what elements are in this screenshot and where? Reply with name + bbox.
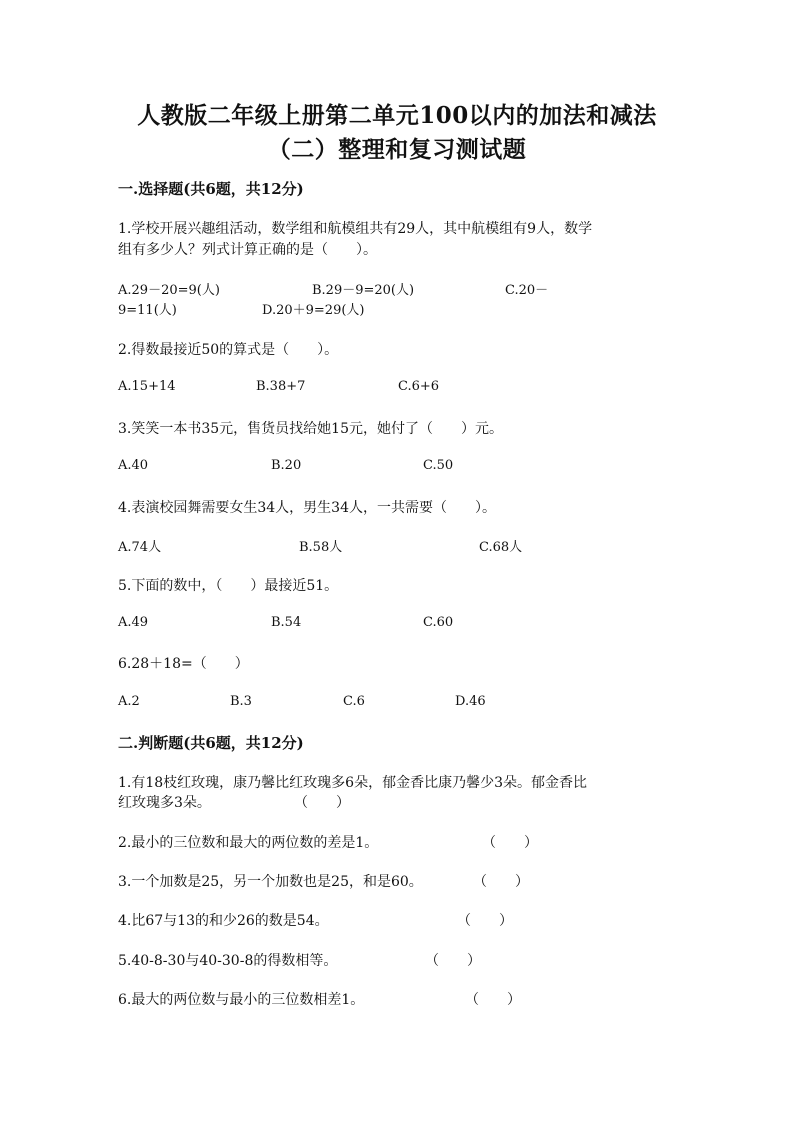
page-subtitle: （二）整理和复习测试题 xyxy=(267,136,527,163)
option-a: A.49 xyxy=(118,615,149,630)
answer-blank: （ ） xyxy=(294,795,350,811)
option-b: B.38+7 xyxy=(256,379,306,394)
option-c-continued: 9=11(人) xyxy=(118,303,177,318)
option-c: C.68人 xyxy=(479,540,523,555)
option-d: D.20＋9=29(人) xyxy=(262,303,365,318)
question-text: 4.比67与13的和少26的数是54。 xyxy=(118,913,329,929)
option-c: C.6+6 xyxy=(398,379,440,394)
section-heading-judgment: 二.判断题(共6题，共12分) xyxy=(118,734,304,752)
section-heading-choice: 一.选择题(共6题，共12分) xyxy=(118,180,304,198)
question-text: 2.得数最接近50的算式是（ ）。 xyxy=(118,342,339,358)
question-text: 5.下面的数中，（ ）最接近51。 xyxy=(118,578,339,594)
option-a: A.15+14 xyxy=(118,379,176,394)
question-text: 5.40-8-30与40-30-8的得数相等。 xyxy=(118,953,338,969)
question-text: 4.表演校园舞需要女生34人，男生34人，一共需要（ ）。 xyxy=(118,500,496,516)
answer-blank: （ ） xyxy=(465,992,521,1008)
answer-blank: （ ） xyxy=(482,835,538,851)
option-b: B.58人 xyxy=(299,540,343,555)
question-text: 红玫瑰多3朵。 xyxy=(118,795,211,811)
option-c: C.60 xyxy=(423,615,454,630)
option-a: A.2 xyxy=(118,694,140,709)
option-c: C.50 xyxy=(423,458,454,473)
question-text: 6.最大的两位数与最小的三位数相差1。 xyxy=(118,992,365,1008)
option-b: B.20 xyxy=(271,458,302,473)
question-text: 组有多少人？列式计算正确的是（ ）。 xyxy=(118,242,377,258)
option-a: A.74人 xyxy=(118,540,162,555)
question-text: 1.有18枝红玫瑰，康乃馨比红玫瑰多6朵，郁金香比康乃馨少3朵。郁金香比 xyxy=(118,775,587,791)
page-title: 人教版二年级上册第二单元100以内的加法和减法 xyxy=(137,102,657,129)
option-a: A.40 xyxy=(118,458,149,473)
option-d: D.46 xyxy=(455,694,486,709)
option-b: B.54 xyxy=(271,615,302,630)
question-text: 1.学校开展兴趣组活动，数学组和航模组共有29人，其中航模组有9人，数学 xyxy=(118,221,593,237)
answer-blank: （ ） xyxy=(457,913,513,929)
question-text: 6.28＋18=（ ） xyxy=(118,656,249,672)
option-b: B.3 xyxy=(230,694,252,709)
question-text: 2.最小的三位数和最大的两位数的差是1。 xyxy=(118,835,379,851)
answer-blank: （ ） xyxy=(473,874,529,890)
option-a: A.29－20=9(人) xyxy=(118,283,220,298)
option-c: C.6 xyxy=(343,694,365,709)
option-b: B.29－9=20(人) xyxy=(312,283,415,298)
question-text: 3.笑笑一本书35元，售货员找给她15元，她付了（ ）元。 xyxy=(118,421,503,437)
question-text: 3.一个加数是25，另一个加数也是25，和是60。 xyxy=(118,874,423,890)
answer-blank: （ ） xyxy=(425,953,481,969)
option-c: C.20－ xyxy=(505,283,549,298)
